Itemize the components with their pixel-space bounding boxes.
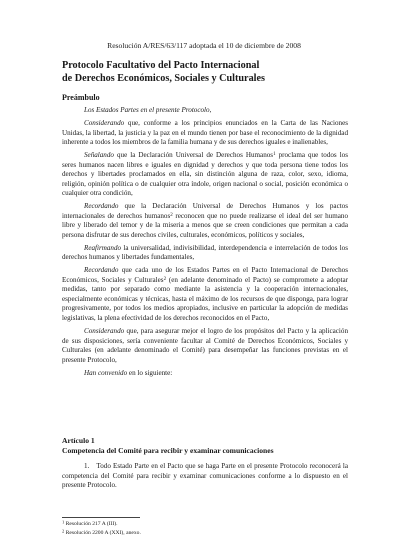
preamble-paragraph (62, 327, 348, 365)
paragraph-text: que la Declaración Universal de Derechos Humanos (113, 151, 274, 160)
paragraph-text: que, conforme a los principios enunciados en la Carta de las Naciones Unidas, la libertad, la justicia y la paz en el mundo tienen por base el reconocimiento de la dignidad inherente a todos los miembros de la familia humana y de sus derechos iguales e inalienables, (62, 119, 348, 147)
preamble-paragraph (62, 106, 348, 116)
footnote-divider (62, 517, 140, 518)
preamble-paragraph (62, 266, 348, 323)
footnote-text: Resolución 2200 A (XXI), anexo. (64, 530, 141, 536)
preamble-body (62, 106, 348, 378)
preamble-paragraph (62, 151, 348, 199)
preamble-paragraph (62, 369, 348, 379)
paragraph-lead: Recordando (84, 266, 119, 275)
paragraph-lead: Considerando (84, 119, 125, 128)
article-paragraph: 1. Todo Estado Parte en el Pacto que se haga Parte en el presente Protocolo reconocerá la competencia del Comité para recibir y examinar comunicaciones conforme a lo dispuesto en el presente Protocolo. (62, 462, 348, 489)
article-subtitle: Competencia del Comité para recibir y examinar comunicaciones (62, 446, 274, 455)
paragraph-text: que cada uno de los Estados Partes en el Pacto Internacional de Derechos Económicos, Sociales y Culturales (62, 266, 348, 284)
article-title: Artículo 1 (62, 436, 95, 445)
footnote (62, 520, 118, 528)
paragraph-lead: Los Estados Partes en el presente Protocolo, (84, 106, 212, 114)
paragraph-text: proclama que todos los seres humanos nacen libres e iguales en dignidad y derechos y que toda persona tiene todos los derechos y libertades proclamados en ella, sin distinción alguna de raza, color, sexo, idioma, religión, opinión política o de cualquier otra índole, origen nacional o social, posición económica o cualquier otra condición, (62, 151, 348, 198)
preamble-paragraph (62, 244, 348, 263)
paragraph-text: en lo siguiente: (127, 368, 173, 377)
preamble-paragraph (62, 202, 348, 240)
paragraph-lead: Han convenido (84, 368, 128, 377)
paragraph-lead: Señalando (84, 151, 114, 160)
preamble-heading: Preámbulo (62, 93, 100, 102)
footnote (62, 529, 141, 537)
paragraph-text: que, para asegurar mejor el logro de los propósitos del Pacto y la aplicación de sus disposiciones, sería conveniente facultar al Comité de Derechos Económicos, Sociales y Culturales (en adelante denominado el Comité) para desempeñar las funciones previstas en el presente Protocolo, (62, 327, 348, 364)
resolution-header: Resolución A/RES/63/117 adoptada el 10 de diciembre de 2008 (107, 41, 301, 50)
preamble-paragraph (62, 119, 348, 148)
footnote-number: 1 (62, 519, 65, 525)
paragraph-text: reconocen que no puede realizarse el ideal del ser humano libre y liberado del temor y de la miseria a menos que se creen condiciones que permitan a cada persona disfrutar de sus derechos civiles, culturales, económicos, políticos y sociales, (62, 211, 348, 239)
footnote-reference: 2 (163, 276, 167, 282)
document-title-line-2: de Derechos Económicos, Sociales y Culturales (62, 73, 265, 84)
footnote-number: 2 (62, 528, 65, 534)
paragraph-lead: Reafirmando (84, 243, 122, 252)
paragraph-lead: Recordando (84, 202, 119, 211)
document-title-line-1: Protocolo Facultativo del Pacto Internacional (62, 60, 260, 71)
footnote-text: Resolución 217 A (III). (64, 521, 118, 527)
paragraph-lead: Considerando (84, 327, 125, 336)
paragraph-text: que la Declaración Universal de Derechos Humanos y los pactos internacionales de derechos humanos (62, 202, 348, 220)
paragraph-text: (en adelante denominado el Pacto) se compromete a adoptar medidas, tanto por separado como mediante la asistencia y la cooperación internacionales, especialmente económicas y técnicas, hasta el máximo de los recursos de que disponga, para lograr progresivamente, por todos los medios apropiados, inclusive en particular la adopción de medidas legislativas, la plena efectividad de los derechos reconocidos en el Pacto, (62, 275, 348, 322)
footnote-reference: 1 (273, 152, 276, 158)
footnote-reference: 2 (170, 212, 173, 218)
paragraph-text: la universalidad, indivisibilidad, interdependencia e interrelación de todos los derechos humanos y libertades fundamentales, (62, 243, 348, 262)
document-title (62, 59, 362, 85)
